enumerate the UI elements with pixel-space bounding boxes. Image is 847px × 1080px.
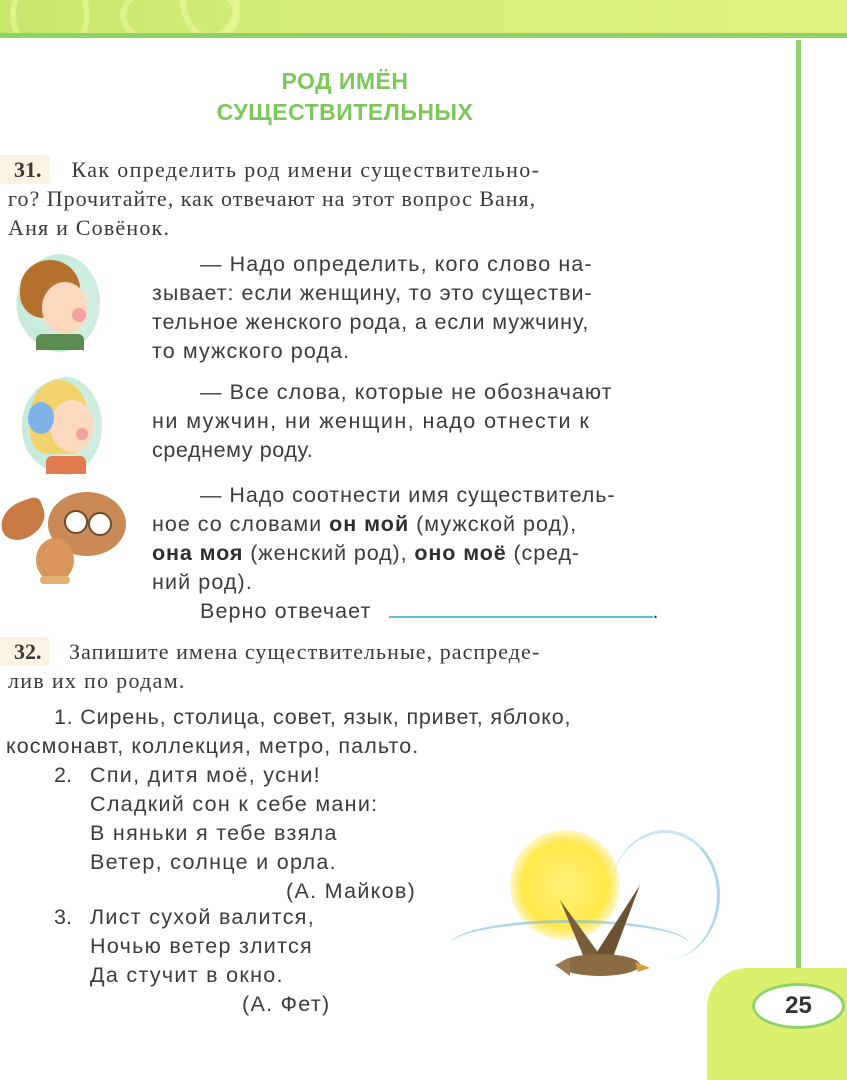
poem-line: Сладкий сон к себе мани:: [90, 792, 379, 816]
exercise-32-item-3: 3. Лист сухой валится, Ночью ветер злится Да стучит в окно. (А. Фет): [54, 903, 454, 1019]
poem-line: Ветер, солнце и орла.: [90, 850, 337, 874]
exercise-32-item-1: 1. Сирень, столица, совет, язык, привет, яблоко, космонавт, коллекция, метро, пальто.: [6, 705, 572, 758]
margin-rule: [796, 40, 801, 990]
boy-vanya-avatar: [16, 254, 100, 352]
decorative-swirl: [10, 0, 90, 38]
answer-row: Верно отвечает .: [200, 599, 660, 623]
exercise-31-prompt: 31. Как определить род имени существительно- го? Прочитайте, как отвечают на этот вопрос Ваня, Аня и Совёнок.: [8, 155, 718, 242]
header-band: [0, 0, 847, 38]
owl-feet: [40, 576, 70, 584]
cheek: [72, 308, 86, 322]
poem-line: В няньки я тебе взяла: [90, 821, 338, 845]
eagle-icon: [540, 880, 660, 990]
face-icon: [50, 400, 94, 452]
dress: [46, 456, 86, 474]
wing-icon: [0, 495, 51, 545]
collar: [36, 334, 84, 350]
poem-line: Спи, дитя моё, усни!: [90, 763, 321, 787]
owlet-avatar: [0, 488, 130, 594]
eye-icon: [64, 510, 88, 534]
bow-icon: [28, 402, 54, 434]
page-title: [150, 66, 540, 128]
cheek: [76, 428, 88, 440]
poem-line: Лист сухой валится,: [90, 905, 316, 929]
answer-blank-field[interactable]: [389, 600, 653, 618]
poem-author: (А. Майков): [286, 879, 417, 903]
page-number: 25: [752, 983, 845, 1029]
poem-line: Ночью ветер злится: [90, 934, 313, 958]
keyword-he-my: он мой: [329, 512, 410, 536]
exercise-number: 31.: [0, 155, 50, 184]
anya-answer: — Все слова, которые не обозначают ни мужчин, ни женщин, надо отнести к среднему роду.: [152, 380, 613, 462]
owlet-answer: — Надо соотнести имя существитель- ное со словами он мой (мужской род), она моя (женский род), оно моё (сред- ний род). Верно отвечает .: [152, 481, 690, 626]
keyword-she-my: она моя: [152, 541, 244, 565]
exercise-number: 32.: [0, 637, 50, 666]
eagle-sun-wind-illustration: [450, 820, 740, 995]
eye-icon: [88, 512, 112, 536]
keyword-it-my: оно моё: [414, 541, 507, 565]
girl-anya-avatar: [22, 376, 102, 476]
vanya-answer: — Надо определить, кого слово на- зывает: если женщину, то это существи- тельное женского рода, а если мужчину, то мужского рода.: [152, 252, 593, 363]
title-line-1: РОД ИМЁН: [281, 68, 409, 94]
title-line-2: СУЩЕСТВИТЕЛЬНЫХ: [216, 99, 474, 125]
exercise-32-item-2: 2. Спи, дитя моё, усни! Сладкий сон к себе мани: В няньки я тебе взяла Ветер, солнце и орла. (А. Майков): [54, 761, 454, 906]
poem-line: Да стучит в окно.: [90, 963, 284, 987]
exercise-32-prompt: 32. Запишите имена существительные, распреде- лив их по родам.: [8, 637, 718, 695]
poem-author: (А. Фет): [242, 992, 331, 1016]
